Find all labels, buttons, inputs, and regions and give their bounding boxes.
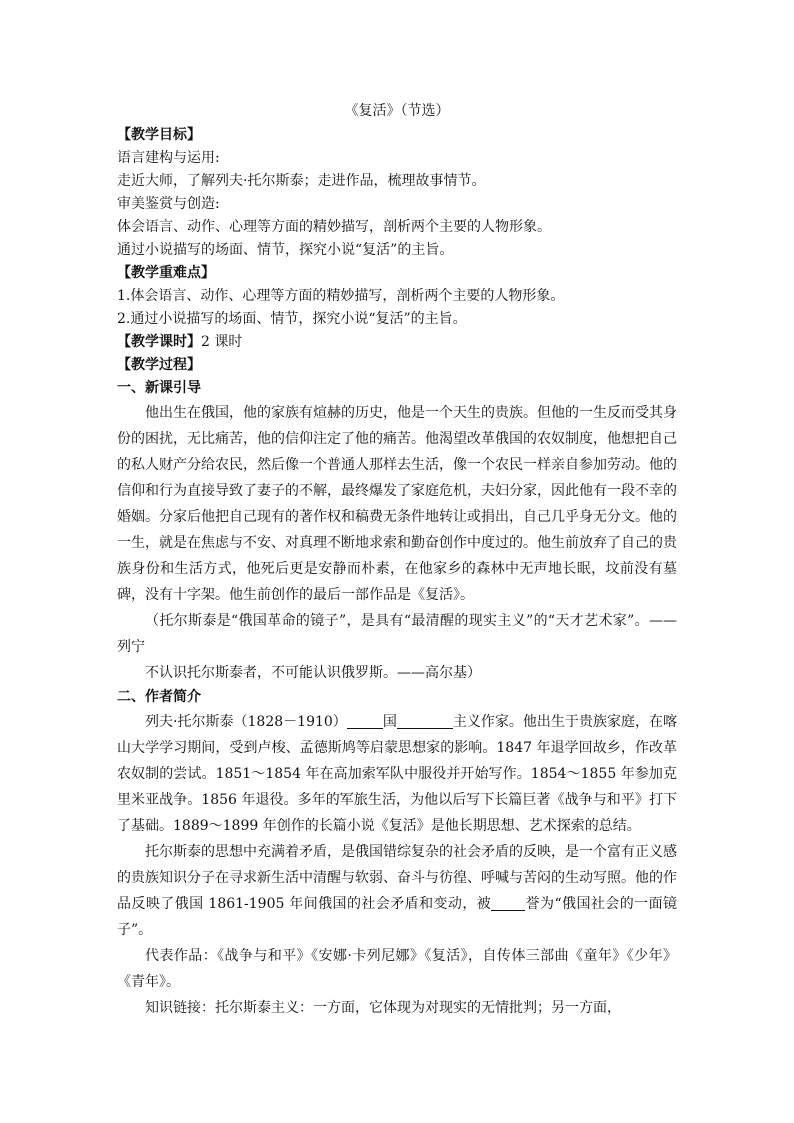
keypoint-item: 2.通过小说描写的场面、情节，探究小说“复活”的主旨。: [117, 311, 467, 327]
section1-heading: 一、新课引导: [117, 380, 201, 396]
works-paragraph: 代表作品：《战争与和平》《安娜·卡列尼娜》《复活》，自传体三部曲《童年》《少年》《青年》。: [117, 948, 677, 990]
document-page: [117, 100, 677, 1021]
goal-item: 语言建构与运用:: [117, 150, 220, 166]
fill-blank[interactable]: [397, 713, 453, 729]
quote-lenin: （托尔斯泰是“俄国革命的镜子”，是具有“最清醒的现实主义”的“天才艺术家”。——列宁: [117, 613, 677, 655]
hours-line: [117, 331, 677, 354]
goal-item: 通过小说描写的场面、情节，探究小说“复活”的主旨。: [117, 242, 454, 258]
keypoint-item: 1.体会语言、动作、心理等方面的精妙描写，剖析两个主要的人物形象。: [117, 288, 565, 304]
page-title: 《复活》（节选）: [344, 103, 450, 119]
knowledge-link: 知识链接：托尔斯泰主义：一方面，它体现为对现实的无情批判；另一方面，: [145, 1000, 621, 1016]
hours-value: 2 课时: [201, 334, 243, 350]
author-name: 列夫·托尔斯泰（1828－1910）: [145, 714, 347, 730]
goals-heading: 【教学目标】: [117, 127, 201, 143]
goal-item: 走近大师，了解列夫·托尔斯泰；走进作品，梳理故事情节。: [117, 173, 486, 189]
process-heading: 【教学过程】: [117, 357, 201, 373]
author-paragraph: [117, 709, 677, 839]
quote-gorky: 不认识托尔斯泰者，不可能认识俄罗斯。——高尔基）: [145, 665, 481, 681]
fill-blank[interactable]: [491, 895, 525, 911]
section2-heading: 二、作者简介: [117, 689, 201, 705]
thought-paragraph: [117, 839, 677, 943]
thought-text: 托尔斯泰的思想中充满着矛盾，是俄国错综复杂的社会矛盾的反映，是一个富有正义感的贵族知识分子在寻求新生活中清醒与软弱、奋斗与彷徨、呼喊与苦闷的生动写照。他的作品反映了俄国 1861-1905 年间俄国的社会矛盾和变动，被: [117, 844, 677, 912]
fill-blank[interactable]: [347, 713, 383, 729]
author-bio: 主义作家。他出生于贵族家庭，在喀山大学学习期间，受到卢梭、孟德斯鸠等启蒙思想家的影响。1847 年退学回故乡，作改革农奴制的尝试。1851～1854 年在高加索军队中服役并开始写作。1854～1855 年参加克里米亚战争。1856 年退役。多年的军旅生活，为他以后写下长篇巨著《战争与和平》打下了基础。1889～1899 年创作的长篇小说《复活》是他长期思想、艺术探索的总结。: [117, 714, 678, 834]
author-country-suffix: 国: [382, 714, 397, 730]
intro-paragraph: 他出生在俄国，他的家族有煊赫的历史，他是一个天生的贵族。但他的一生反而受其身份的困扰，无比痛苦，他的信仰注定了他的痛苦。他渴望改革俄国的农奴制度，他想把自己的私人财产分给农民，然后像一个普通人那样去生活，像一个农民一样亲自参加劳动。他的信仰和行为直接导致了妻子的不解，最终爆发了家庭危机，夫妇分家，因此他有一段不幸的婚姻。分家后他把自己现有的著作权和稿费无条件地转让或捐出，自己几乎身无分文。他的一生，就是在焦虑与不安、对真理不断地求索和勤奋创作中度过的。他生前放弃了自己的贵族身份和生活方式，他死后更是安静而朴素，在他家乡的森林中无声地长眠，坟前没有墓碑，没有十字架。他生前创作的最后一部作品是《复活》。: [117, 405, 677, 603]
keypoints-heading: 【教学重难点】: [117, 265, 215, 281]
hours-heading: 【教学课时】: [117, 334, 201, 350]
goal-item: 体会语言、动作、心理等方面的精妙描写，剖析两个主要的人物形象。: [117, 219, 551, 235]
goal-item: 审美鉴赏与创造:: [117, 196, 220, 212]
thought-text-end: 誉为“俄国社会的一面镜子”。: [117, 896, 677, 938]
